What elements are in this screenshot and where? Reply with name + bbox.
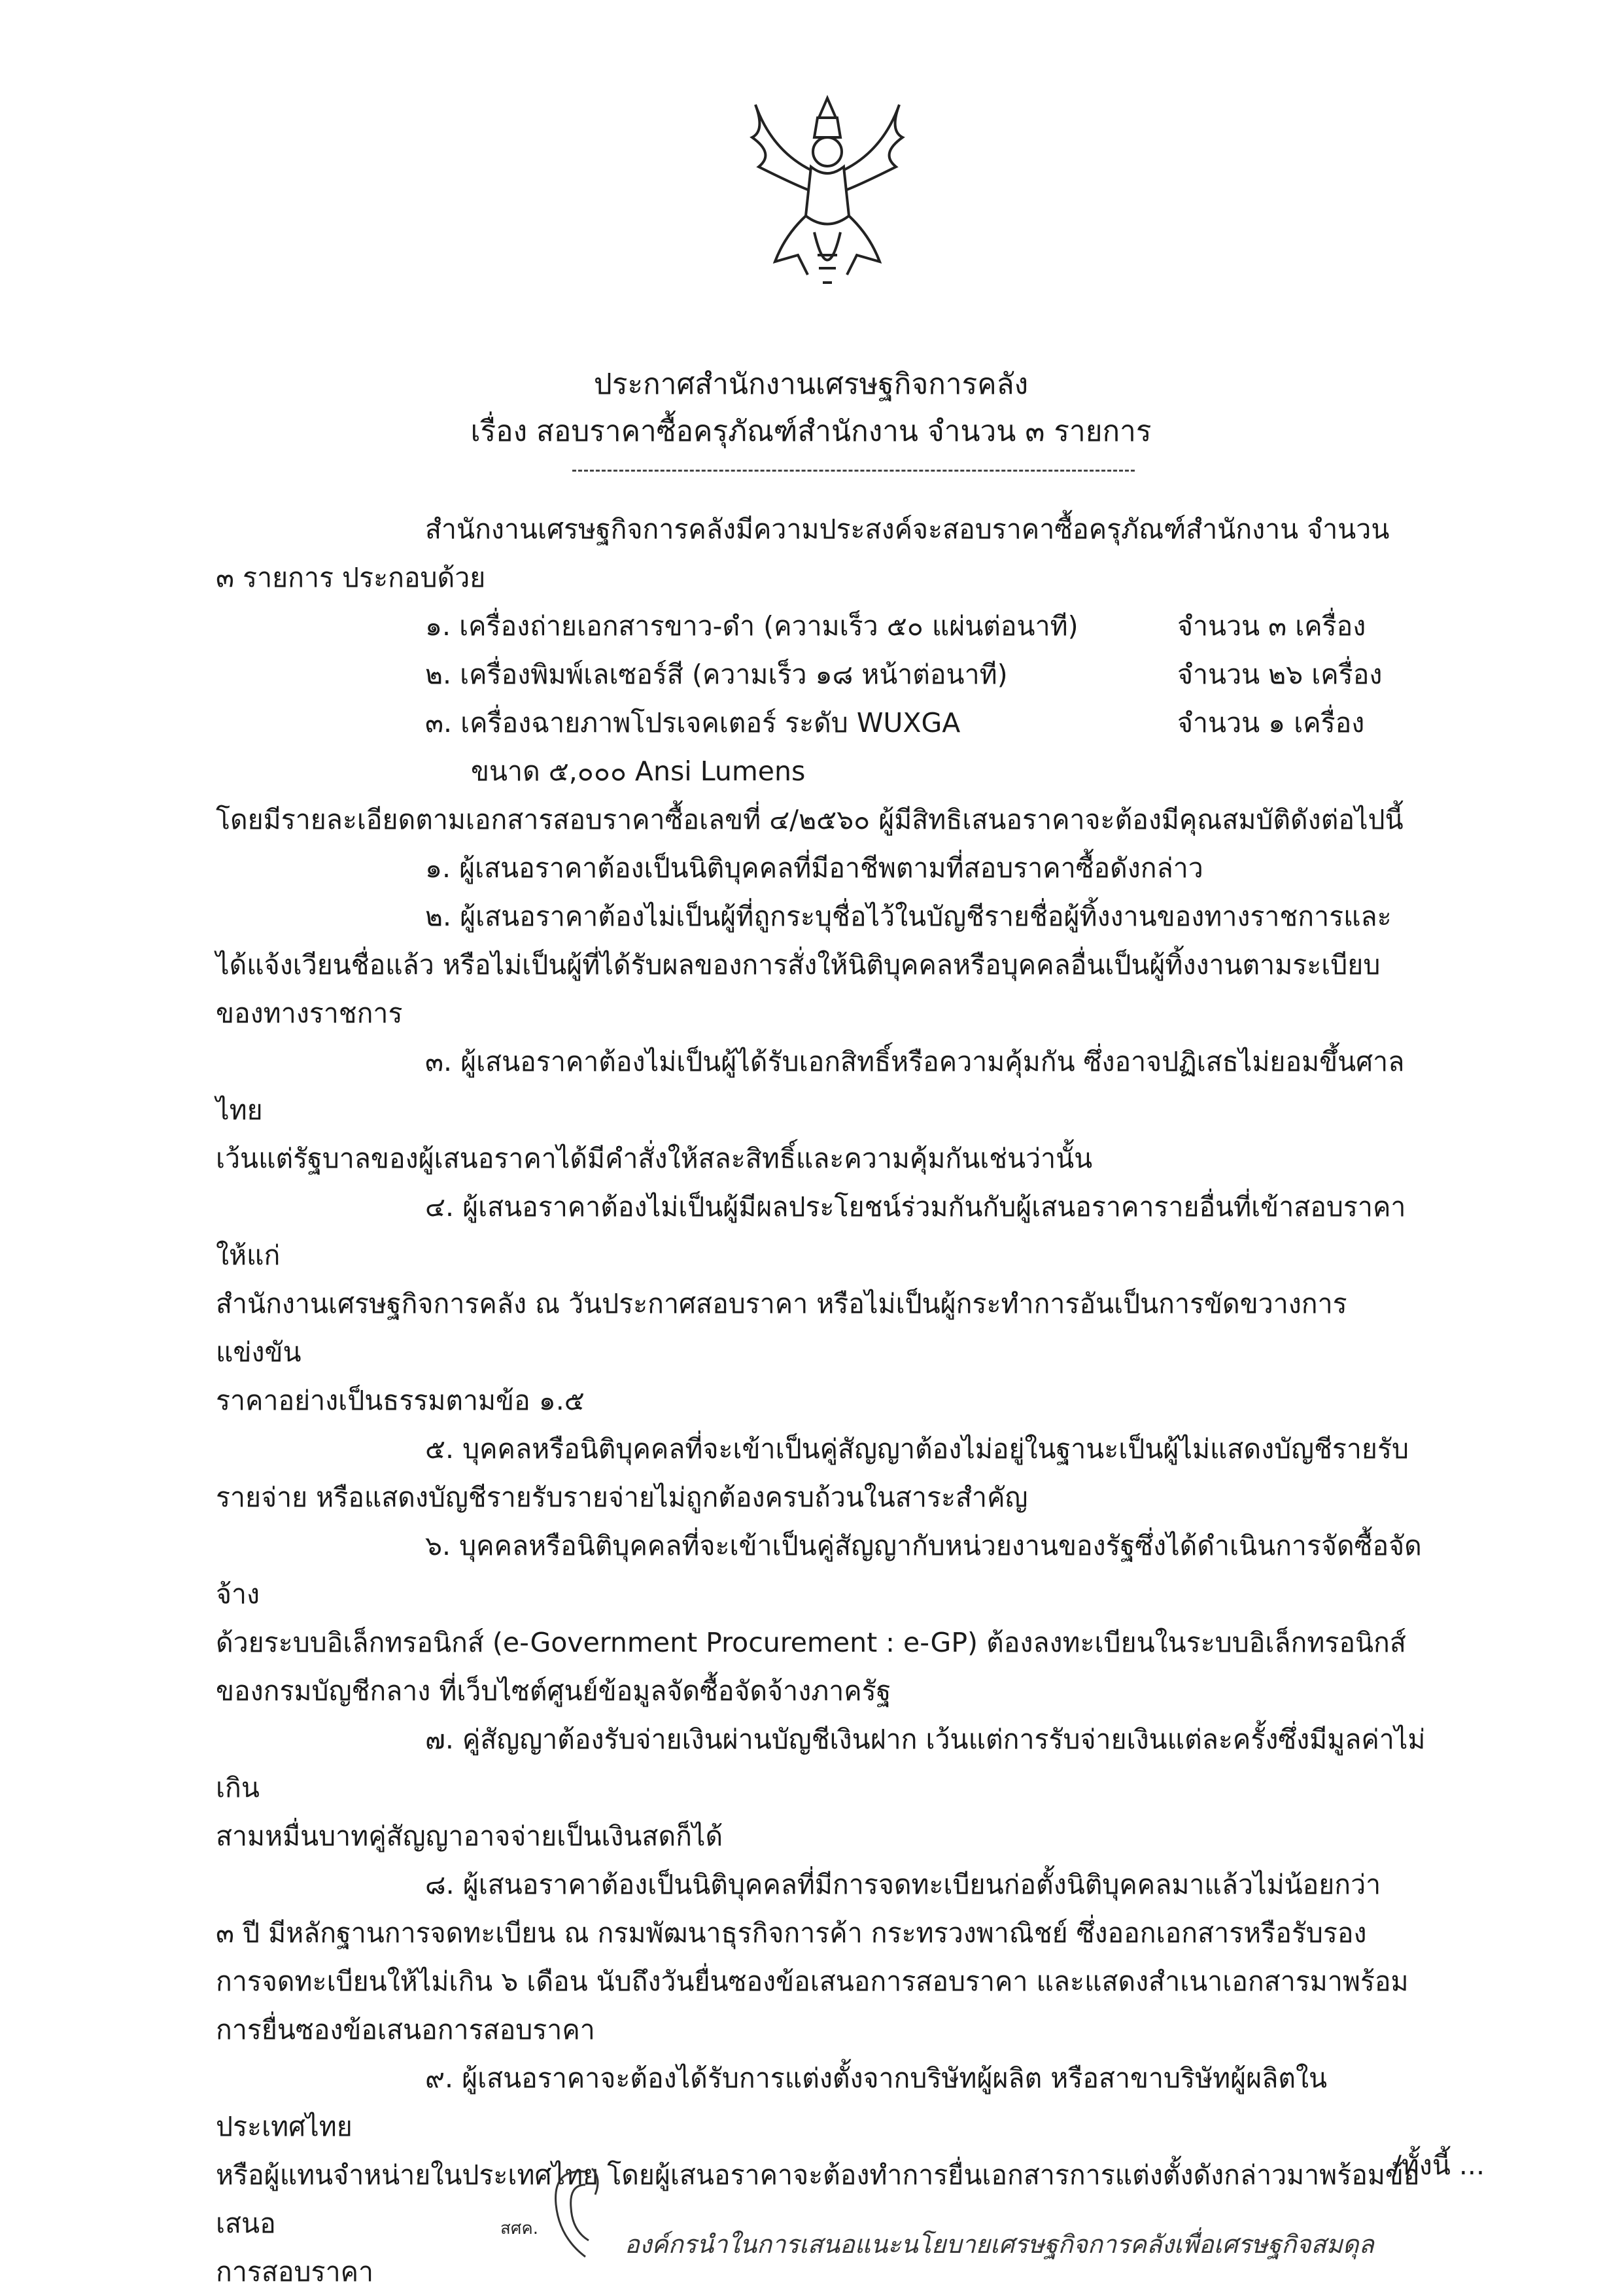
announcement-subject: เรื่อง สอบราคาซื้อครุภัณฑ์สำนักงาน จำนวน ๓ รายการ	[470, 415, 1152, 448]
procurement-item	[216, 699, 1426, 747]
qualification-8	[216, 1860, 1426, 2054]
garuda-emblem	[746, 92, 909, 301]
item-quantity: จำนวน ๒๖ เครื่อง	[1177, 659, 1383, 690]
qualification-line: เว้นแต่รัฐบาลของผู้เสนอราคาได้มีคำสั่งให้สละสิทธิ์และความคุ้มกันเช่นว่านั้น	[216, 1143, 1093, 1174]
qualification-1	[216, 844, 1426, 892]
announcement-title: ประกาศสำนักงานเศรษฐกิจการคลัง	[593, 368, 1029, 401]
qualification-5	[216, 1425, 1426, 1522]
footer-slogan: องค์กรนำในการเสนอแนะนโยบายเศรษฐกิจการคลังเพื่อเศรษฐกิจสมดุล	[625, 2230, 1374, 2259]
qualification-line: ๑. ผู้เสนอราคาต้องเป็นนิติบุคคลที่มีอาชีพตามที่สอบราคาซื้อดังกล่าว	[425, 852, 1203, 884]
item-name: ๑. เครื่องถ่ายเอกสารขาว-ดำ (ความเร็ว ๕๐ แผ่นต่อนาที)	[425, 610, 1078, 642]
title-divider	[572, 470, 1135, 472]
item-name: ๒. เครื่องพิมพ์เลเซอร์สี (ความเร็ว ๑๘ หน้าต่อนาที)	[425, 659, 1008, 690]
item-quantity: จำนวน ๓ เครื่อง	[1177, 610, 1366, 642]
procurement-item	[216, 650, 1426, 699]
procurement-item	[216, 602, 1426, 650]
qualification-line: ๓ ปี มีหลักฐานการจดทะเบียน ณ กรมพัฒนาธุรกิจการค้า กระทรวงพาณิชย์ ซึ่งออกเอกสารหรือรับรอง	[216, 1917, 1367, 1949]
qualification-line: การจดทะเบียนให้ไม่เกิน ๖ เดือน นับถึงวันยื่นซองข้อเสนอการสอบราคา และแสดงสำเนาเอกสารมาพร้อม	[216, 1966, 1409, 1997]
qualification-line: ได้แจ้งเวียนชื่อแล้ว หรือไม่เป็นผู้ที่ได้รับผลของการสั่งให้นิติบุคคลหรือบุคคลอื่นเป็นผู้ทิ้งงานตามระเบียบ	[216, 949, 1381, 981]
announcement-body	[216, 505, 1426, 2296]
qualification-line: ของทางราชการ	[216, 998, 403, 1029]
qualification-line: ๖. บุคคลหรือนิติบุคคลที่จะเข้าเป็นคู่สัญญากับหน่วยงานของรัฐซึ่งได้ดำเนินการจัดซื้อจัดจ้าง	[216, 1530, 1422, 1610]
item-name: ๓. เครื่องฉายภาพโปรเจคเตอร์ ระดับ WUXGA	[425, 707, 961, 739]
qualification-line: รายจ่าย หรือแสดงบัญชีรายรับรายจ่ายไม่ถูกต้องครบถ้วนในสาระสำคัญ	[216, 1482, 1028, 1513]
qualification-3	[216, 1037, 1426, 1183]
intro-line: สำนักงานเศรษฐกิจการคลังมีความประสงค์จะสอบราคาซื้อครุภัณฑ์สำนักงาน จำนวน	[425, 513, 1390, 545]
logo-text: สศค.	[500, 2219, 539, 2238]
qualification-line: ด้วยระบบอิเล็กทรอนิกส์ (e-Government Procurement : e-GP) ต้องลงทะเบียนในระบบอิเล็กทรอนิกส์	[216, 1627, 1406, 1658]
qualification-2	[216, 892, 1426, 1037]
qualification-4	[216, 1183, 1426, 1425]
continuation-marker: /ทั้งนี้ ...	[1392, 2149, 1485, 2181]
qualification-line: ๓. ผู้เสนอราคาต้องไม่เป็นผู้ได้รับเอกสิทธิ์หรือความคุ้มกัน ซึ่งอาจปฏิเสธไม่ยอมขึ้นศาลไทย	[216, 1046, 1405, 1126]
qualification-line: ๕. บุคคลหรือนิติบุคคลที่จะเข้าเป็นคู่สัญญาต้องไม่อยู่ในฐานะเป็นผู้ไม่แสดงบัญชีรายรับ	[425, 1433, 1409, 1465]
fpo-logo	[487, 2159, 618, 2270]
qualification-line: สามหมื่นบาทคู่สัญญาอาจจ่ายเป็นเงินสดก็ได้	[216, 1820, 723, 1852]
qualification-line: ๗. คู่สัญญาต้องรับจ่ายเงินผ่านบัญชีเงินฝาก เว้นแต่การรับจ่ายเงินแต่ละครั้งซึ่งมีมูลค่าไม่เกิน	[216, 1724, 1426, 1803]
qualification-line: ๙. ผู้เสนอราคาจะต้องได้รับการแต่งตั้งจากบริษัทผู้ผลิต หรือสาขาบริษัทผู้ผลิตในประเทศไทย	[216, 2062, 1328, 2142]
qualification-7	[216, 1715, 1426, 1860]
qualification-line: ๒. ผู้เสนอราคาต้องไม่เป็นผู้ที่ถูกระบุชื่อไว้ในบัญชีรายชื่อผู้ทิ้งงานของทางราชการและ	[425, 901, 1392, 932]
qualification-line: ๘. ผู้เสนอราคาต้องเป็นนิติบุคคลที่มีการจดทะเบียนก่อตั้งนิติบุคคลมาแล้วไม่น้อยกว่า	[425, 1869, 1381, 1900]
qualification-line: การยื่นซองข้อเสนอการสอบราคา	[216, 2014, 595, 2045]
item-quantity: จำนวน ๑ เครื่อง	[1177, 707, 1365, 739]
details-line: โดยมีรายละเอียดตามเอกสารสอบราคาซื้อเลขที่ ๔/๒๕๖๐ ผู้มีสิทธิเสนอราคาจะต้องมีคุณสมบัติดังต่อไปนี้	[216, 804, 1404, 835]
qualification-6	[216, 1522, 1426, 1715]
intro-line: ๓ รายการ ประกอบด้วย	[216, 562, 486, 593]
qualification-line: สำนักงานเศรษฐกิจการคลัง ณ วันประกาศสอบราคา หรือไม่เป็นผู้กระทำการอันเป็นการขัดขวางการแข่งขัน	[216, 1288, 1347, 1368]
qualification-line: ๔. ผู้เสนอราคาต้องไม่เป็นผู้มีผลประโยชน์ร่วมกันกับผู้เสนอราคารายอื่นที่เข้าสอบราคาให้แก่	[216, 1191, 1406, 1271]
qualification-line: ราคาอย่างเป็นธรรมตามข้อ ๑.๕	[216, 1385, 585, 1416]
item-subdetail: ขนาด ๕,๐๐๐ Ansi Lumens	[471, 756, 806, 787]
qualification-line: การสอบราคา	[216, 2256, 374, 2287]
qualification-line: หรือผู้แทนจำหน่ายในประเทศไทย โดยผู้เสนอราคาจะต้องทำการยื่นเอกสารการแต่งตั้งดังกล่าวมาพร้อมข้อเสนอ	[216, 2159, 1420, 2239]
qualification-line: ของกรมบัญชีกลาง ที่เว็บไซต์ศูนย์ข้อมูลจัดซื้อจัดจ้างภาครัฐ	[216, 1675, 891, 1707]
